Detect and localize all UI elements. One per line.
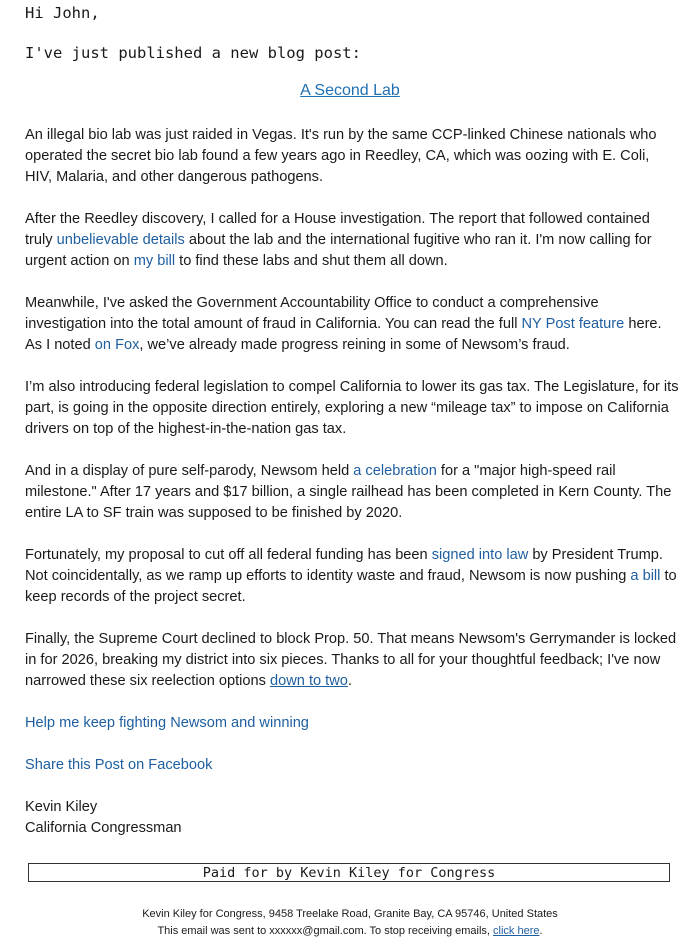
cta-share-paragraph [25, 755, 680, 776]
paragraph-2 [25, 209, 680, 272]
signed-into-law-link[interactable]: signed into law [431, 547, 529, 563]
paragraph-text: Finally, the Supreme Court declined to block Prop. 50. That means Newsom's Gerrymander is locked in for 2026, breaking my district into six pieces. Thanks to all for your thoughtful feedback; I've now narrowed these six reelection options [25, 631, 677, 689]
paragraph-text: I’m also introducing federal legislation to compel California to lower its gas tax. The Legislature, for its part, is going in the opposite direction entirely, exploring a new “mileage tax” to impose on California drivers on top of the highest-in-the-nation gas tax. [25, 379, 679, 437]
paragraph-text: . [347, 673, 352, 689]
paragraph-text: about the lab and the international fugitive who ran it. I'm now calling for urgent action on [25, 232, 652, 269]
paragraph-text: for a "major high-speed rail milestone." After 17 years and $17 billion, a single railhead has been completed in Kern County. The entire LA to SF train was supposed to be finished by 2020. [25, 463, 672, 521]
unbelievable-details-link[interactable]: unbelievable details [56, 232, 185, 248]
footer-address: Kevin Kiley for Congress, 9458 Treelake Road, Granite Bay, CA 95746, United States [142, 908, 558, 920]
intro-text: I've just published a new blog post: [25, 44, 361, 62]
paragraph-text: An illegal bio lab was just raided in Vegas. It's run by the same CCP-linked Chinese nationals who operated the secret bio lab found a few years ago in Reedley, CA, which was oozing with E. Coli, HIV, Malaria, and other dangerous pathogens. [25, 127, 657, 185]
greeting: Hi John, [25, 4, 100, 22]
my-bill-link[interactable]: my bill [133, 253, 176, 269]
a-bill-link[interactable]: a bill [630, 568, 661, 584]
paragraph-5 [25, 461, 680, 524]
paragraph-7 [25, 629, 680, 692]
post-title-container [0, 82, 700, 100]
email-body [25, 125, 680, 839]
signature-role: California Congressman [25, 820, 182, 836]
paragraph-text: Meanwhile, I've asked the Government Accountability Office to conduct a comprehensive investigation into the total amount of fraud in California. You can read the full [25, 295, 599, 332]
paragraph-text: here. As I noted [25, 316, 662, 353]
ny-post-feature-link[interactable]: NY Post feature [521, 316, 625, 332]
paragraph-text: , we’ve already made progress reining in some of Newsom’s fraud. [139, 337, 570, 353]
paragraph-6 [25, 545, 680, 608]
paragraph-1 [25, 125, 680, 188]
paid-for-disclaimer: Paid for by Kevin Kiley for Congress [28, 863, 670, 882]
paragraph-3 [25, 293, 680, 356]
share-facebook-link[interactable]: Share this Post on Facebook [25, 757, 213, 773]
paragraph-text: After the Reedley discovery, I called for a House investigation. The report that followed contained truly [25, 211, 650, 248]
on-fox-link[interactable]: on Fox [94, 337, 140, 353]
footer-sent-line [0, 923, 700, 940]
footer-sent-suffix: . [539, 925, 543, 937]
signature-name: Kevin Kiley [25, 799, 98, 815]
email-footer [0, 906, 700, 940]
paragraph-text: to keep records of the project secret. [25, 568, 677, 605]
paragraph-text: to find these labs and shut them all down. [175, 253, 448, 269]
post-title-link[interactable]: A Second Lab [300, 82, 400, 99]
down-to-two-link[interactable]: down to two [270, 673, 348, 689]
keep-fighting-link[interactable]: Help me keep fighting Newsom and winning [25, 715, 309, 731]
cta-fight-paragraph [25, 713, 680, 734]
footer-sent-text: This email was sent to xxxxxx@gmail.com. To stop receiving emails, [157, 925, 494, 937]
celebration-link[interactable]: a celebration [353, 463, 437, 479]
paragraph-text: by President Trump. Not coincidentally, as we ramp up efforts to identity waste and fraud, Newsom is now pushing [25, 547, 663, 584]
paragraph-text: And in a display of pure self-parody, Newsom held [25, 463, 354, 479]
paragraph-4 [25, 377, 680, 440]
unsubscribe-link[interactable]: click here [493, 925, 540, 937]
paragraph-text: Fortunately, my proposal to cut off all federal funding has been [25, 547, 432, 563]
